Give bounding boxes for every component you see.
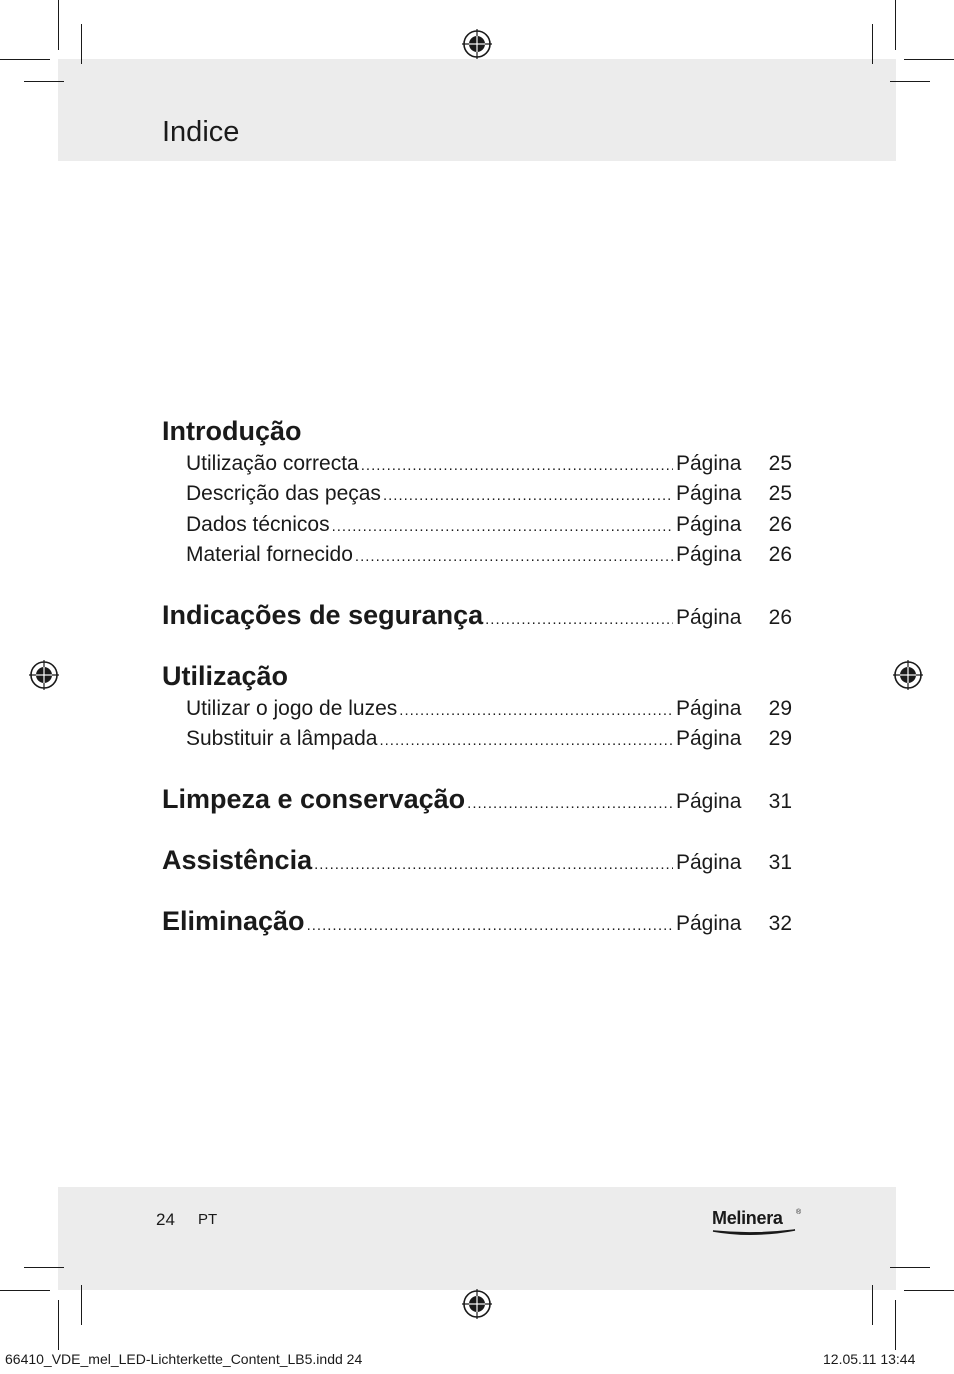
crosshair-registration-icon	[893, 660, 923, 690]
toc-page-word: Página	[676, 513, 742, 536]
crop-mark-top-left-v2	[81, 24, 82, 64]
toc-leader-dots	[379, 726, 673, 756]
crop-mark-top-left-h	[0, 59, 50, 60]
toc-page-word: Página	[676, 851, 742, 874]
logo-swoosh-icon	[712, 1228, 796, 1238]
toc-section-introducao[interactable]: Introdução	[162, 416, 302, 446]
toc-page-number: 29	[768, 697, 792, 720]
toc-section-title: Limpeza e conservação	[162, 784, 466, 814]
page-number: 24	[156, 1210, 175, 1229]
crop-mark-top-left-h2	[24, 81, 64, 82]
toc-leader-dots	[307, 911, 673, 941]
toc-leader-dots	[355, 542, 673, 572]
toc-entry[interactable]	[186, 540, 792, 570]
toc-entry-label: Substituir a lâmpada	[186, 727, 378, 750]
toc-page-number: 26	[768, 513, 792, 536]
toc-page-number: 32	[768, 912, 792, 935]
toc-leader-dots	[361, 451, 673, 481]
toc-section-seguranca[interactable]	[162, 600, 792, 630]
toc-page-word: Página	[676, 727, 742, 750]
toc-leader-dots	[399, 696, 673, 726]
toc-entry-label: Material fornecido	[186, 543, 353, 566]
page-title: Indice	[162, 116, 240, 148]
toc-page-number: 29	[768, 727, 792, 750]
toc-page-number: 31	[768, 790, 792, 813]
toc-leader-dots	[332, 512, 673, 542]
crop-mark-bottom-left-h	[0, 1290, 50, 1291]
toc-page-word: Página	[676, 912, 742, 935]
crop-mark-bottom-left-v2	[81, 1285, 82, 1325]
toc-page-number: 31	[768, 851, 792, 874]
crop-mark-bottom-right-h2	[890, 1267, 930, 1268]
toc-entry-label: Utilização correcta	[186, 452, 359, 475]
crop-mark-top-right-h2	[890, 81, 930, 82]
crosshair-registration-icon	[29, 660, 59, 690]
toc-page-number: 25	[768, 482, 792, 505]
toc-section-title: Assistência	[162, 845, 313, 875]
toc-entry-label: Descrição das peças	[186, 482, 381, 505]
toc-page-word: Página	[676, 790, 742, 813]
crop-mark-bottom-left-v	[58, 1300, 59, 1350]
toc-page-word: Página	[676, 606, 742, 629]
toc-page-word: Página	[676, 452, 742, 475]
crosshair-registration-icon	[462, 1289, 492, 1319]
toc-entry[interactable]	[186, 449, 792, 479]
toc-leader-dots	[485, 605, 673, 635]
toc-page-number: 26	[768, 606, 792, 629]
crop-mark-top-right-h	[904, 59, 954, 60]
language-code: PT	[198, 1211, 218, 1228]
toc-section-title: Indicações de segurança	[162, 600, 484, 630]
toc-entry[interactable]	[186, 510, 792, 540]
print-slug-file: 66410_VDE_mel_LED-Lichterkette_Content_LB5.indd 24	[5, 1351, 363, 1367]
toc-leader-dots	[314, 850, 673, 880]
toc-section-utilizacao[interactable]: Utilização	[162, 661, 289, 691]
toc-section-assistencia[interactable]	[162, 845, 792, 875]
crop-mark-bottom-left-h2	[24, 1267, 64, 1268]
crop-mark-top-right-v	[895, 0, 896, 50]
registered-mark: ®	[796, 1209, 802, 1216]
brand-logo	[712, 1208, 802, 1240]
toc-entry-label: Utilizar o jogo de luzes	[186, 697, 398, 720]
toc-entry[interactable]	[186, 724, 792, 754]
crop-mark-bottom-right-h	[904, 1290, 954, 1291]
crop-mark-bottom-right-v	[895, 1300, 896, 1350]
toc-section-eliminacao[interactable]	[162, 906, 792, 936]
crop-mark-top-right-v2	[872, 24, 873, 64]
toc-page-number: 26	[768, 543, 792, 566]
toc-leader-dots	[383, 481, 673, 511]
toc-entry-label: Dados técnicos	[186, 513, 330, 536]
toc-section-title: Eliminação	[162, 906, 305, 936]
toc-page-word: Página	[676, 697, 742, 720]
toc-page-word: Página	[676, 482, 742, 505]
toc-entry[interactable]	[186, 694, 792, 724]
crosshair-registration-icon	[462, 29, 492, 59]
toc-entry[interactable]	[186, 479, 792, 509]
toc-page-number: 25	[768, 452, 792, 475]
crop-mark-top-left-v	[58, 0, 59, 50]
toc-leader-dots	[467, 789, 673, 819]
brand-name: Melinera	[712, 1208, 783, 1228]
toc-page-word: Página	[676, 543, 742, 566]
crop-mark-bottom-right-v2	[872, 1285, 873, 1325]
print-slug-datetime: 12.05.11 13:44	[823, 1351, 916, 1367]
toc-section-limpeza[interactable]	[162, 784, 792, 814]
